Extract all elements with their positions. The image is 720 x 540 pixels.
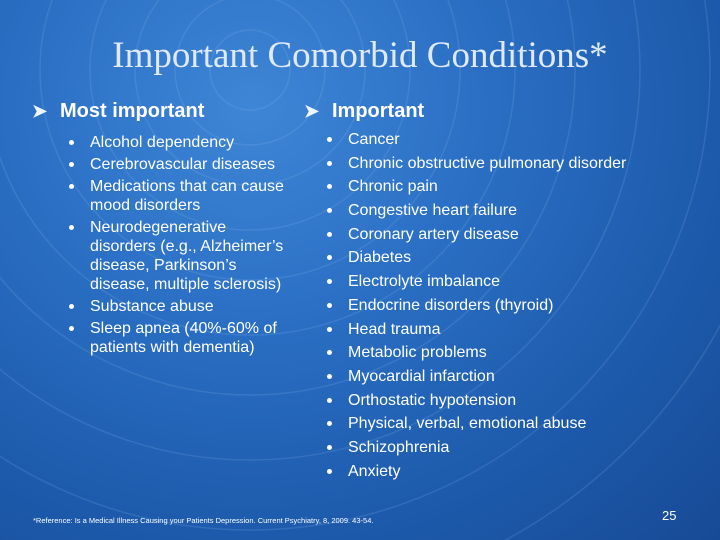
list-item: Myocardial infarction bbox=[348, 367, 704, 386]
list-item: Coronary artery disease bbox=[348, 225, 704, 244]
dot-bullet-icon bbox=[327, 279, 332, 284]
reference-footnote: *Reference: Is a Medical Illness Causing your Patients Depression. Current Psychiatry, 8, 2009. 43-54. bbox=[33, 516, 374, 525]
dot-bullet-icon bbox=[327, 255, 332, 260]
dot-bullet-icon bbox=[327, 208, 332, 213]
left-heading-text: Most important bbox=[60, 100, 205, 122]
list-item: Substance abuse bbox=[90, 297, 290, 316]
dot-bullet-icon bbox=[327, 137, 332, 142]
list-item: Neurodegenerative disorders (e.g., Alzheimer’s disease, Parkinson’s disease, multiple sclerosis) bbox=[90, 218, 290, 294]
dot-bullet-icon bbox=[327, 398, 332, 403]
list-item: Cerebrovascular diseases bbox=[90, 155, 290, 174]
list-item: Anxiety bbox=[348, 462, 704, 481]
left-column bbox=[32, 100, 302, 360]
slide-title: Important Comorbid Conditions* bbox=[112, 35, 608, 76]
dot-bullet-icon bbox=[327, 161, 332, 166]
list-item: Medications that can cause mood disorders bbox=[90, 177, 290, 215]
dot-bullet-icon bbox=[69, 140, 74, 145]
dot-bullet-icon bbox=[327, 303, 332, 308]
list-item: Alcohol dependency bbox=[90, 133, 290, 152]
dot-bullet-icon bbox=[327, 184, 332, 189]
list-item: Metabolic problems bbox=[348, 343, 704, 362]
right-column bbox=[304, 100, 704, 485]
left-list bbox=[32, 133, 290, 357]
arrowhead-bullet-icon: ➤ bbox=[32, 101, 48, 121]
list-item: Cancer bbox=[348, 130, 704, 149]
right-heading bbox=[304, 100, 704, 123]
list-item: Diabetes bbox=[348, 248, 704, 267]
dot-bullet-icon bbox=[327, 232, 332, 237]
right-heading-text: Important bbox=[332, 100, 425, 122]
list-item: Sleep apnea (40%-60% of patients with dementia) bbox=[90, 319, 290, 357]
list-item: Chronic pain bbox=[348, 177, 704, 196]
dot-bullet-icon bbox=[327, 445, 332, 450]
list-item: Schizophrenia bbox=[348, 438, 704, 457]
dot-bullet-icon bbox=[327, 421, 332, 426]
dot-bullet-icon bbox=[69, 184, 74, 189]
list-item: Endocrine disorders (thyroid) bbox=[348, 296, 704, 315]
left-heading bbox=[32, 100, 302, 123]
list-item: Electrolyte imbalance bbox=[348, 272, 704, 291]
dot-bullet-icon bbox=[327, 327, 332, 332]
list-item: Head trauma bbox=[348, 320, 704, 339]
dot-bullet-icon bbox=[327, 374, 332, 379]
list-item: Congestive heart failure bbox=[348, 201, 704, 220]
list-item: Chronic obstructive pulmonary disorder bbox=[348, 154, 704, 173]
page-number: 25 bbox=[662, 508, 677, 523]
right-list bbox=[304, 130, 704, 481]
dot-bullet-icon bbox=[69, 162, 74, 167]
list-item: Physical, verbal, emotional abuse bbox=[348, 414, 704, 433]
dot-bullet-icon bbox=[69, 225, 74, 230]
arrowhead-bullet-icon: ➤ bbox=[304, 101, 320, 121]
list-item: Orthostatic hypotension bbox=[348, 391, 704, 410]
dot-bullet-icon bbox=[69, 304, 74, 309]
dot-bullet-icon bbox=[327, 350, 332, 355]
dot-bullet-icon bbox=[327, 469, 332, 474]
dot-bullet-icon bbox=[69, 326, 74, 331]
